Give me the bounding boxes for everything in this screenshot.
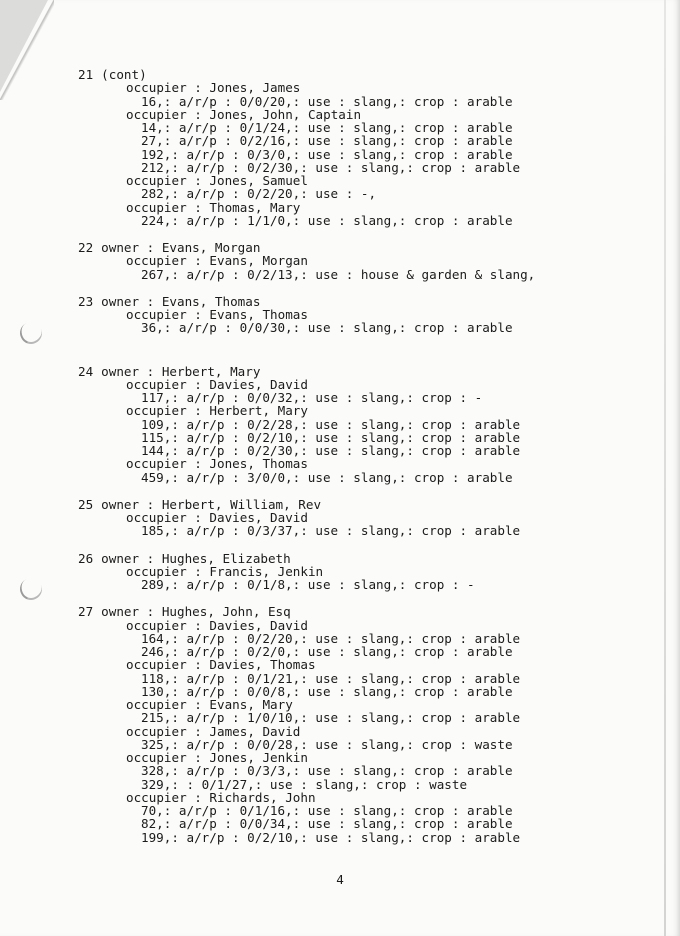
- occupier-line: occupier : Jones, Samuel: [126, 173, 308, 188]
- parcel-line: 130,: a/r/p : 0/0/8,: use : slang,: crop : arable: [141, 683, 513, 699]
- parcel-line: 329,: : 0/1/27,: use : slang,: crop : waste: [141, 776, 468, 792]
- entry-block: [0, 68, 680, 227]
- occupier-line: occupier : Davies, David: [126, 510, 308, 525]
- parcel-line: 82,: a/r/p : 0/0/34,: use : slang,: crop : arable: [141, 816, 513, 832]
- entry-block: [0, 295, 680, 335]
- parcel-line: 192,: a/r/p : 0/3/0,: use : slang,: crop : arable: [141, 146, 513, 162]
- parcel-line: 246,: a/r/p : 0/2/0,: use : slang,: crop : arable: [141, 644, 513, 659]
- occupier-line: occupier : Jones, Thomas: [126, 456, 308, 472]
- page-number: 4: [336, 872, 344, 887]
- parcel-line: 325,: a/r/p : 0/0/28,: use : slang,: crop : waste: [141, 736, 513, 752]
- parcel-line: 144,: a/r/p : 0/2/30,: use : slang,: crop : arable: [141, 443, 521, 458]
- occupier-line: occupier : Jones, Jenkin: [126, 750, 308, 765]
- parcel-line: 27,: a/r/p : 0/2/16,: use : slang,: crop : arable: [141, 133, 513, 149]
- entry-number: 22: [78, 240, 94, 255]
- occupier-line: occupier : Evans, Mary: [126, 697, 293, 712]
- entry-block: [0, 365, 680, 484]
- occupier-line: occupier : Jones, John, Captain: [126, 106, 362, 122]
- parcel-line: 14,: a/r/p : 0/1/24,: use : slang,: crop : arable: [141, 120, 513, 135]
- occupier-line: occupier : Herbert, Mary: [126, 403, 308, 419]
- occupier-line: occupier : Jones, James: [126, 80, 301, 96]
- occupier-line: occupier : James, David: [126, 723, 301, 739]
- entry-number: 25: [78, 496, 94, 512]
- entry-header: [0, 241, 680, 254]
- entry-header: [0, 295, 680, 308]
- entry-header: [0, 68, 680, 81]
- parcel-line: 118,: a/r/p : 0/1/21,: use : slang,: crop : arable: [141, 670, 521, 686]
- parcel-line: 185,: a/r/p : 0/3/37,: use : slang,: crop : arable: [141, 523, 521, 539]
- parcel-line: 289,: a/r/p : 0/1/8,: use : slang,: crop : -: [141, 577, 475, 592]
- occupier-line: occupier : Francis, Jenkin: [126, 563, 324, 579]
- entry-owner: owner : Herbert, Mary: [101, 363, 261, 379]
- parcel-line: 70,: a/r/p : 0/1/16,: use : slang,: crop : arable: [141, 803, 513, 818]
- occupier-line: occupier : Evans, Morgan: [126, 253, 308, 269]
- occupier-line: occupier : Thomas, Mary: [126, 199, 301, 215]
- entry-owner: (cont): [101, 67, 147, 82]
- entry-owner: owner : Hughes, John, Esq: [101, 604, 291, 620]
- entry-block: [0, 552, 680, 592]
- entry-owner: owner : Evans, Morgan: [101, 240, 261, 255]
- entry-number: 23: [78, 293, 94, 309]
- parcel-line: 282,: a/r/p : 0/2/20,: use : -,: [141, 186, 377, 202]
- occupier-line: occupier : Davies, Thomas: [126, 657, 316, 673]
- parcel-line: 459,: a/r/p : 3/0/0,: use : slang,: crop : arable: [141, 469, 513, 485]
- entry-owner: owner : Herbert, William, Rev: [101, 496, 322, 512]
- parcel-line: 328,: a/r/p : 0/3/3,: use : slang,: crop : arable: [141, 763, 513, 779]
- occupier-line: occupier : Davies, David: [126, 376, 308, 392]
- entry-owner: owner : Evans, Thomas: [101, 293, 261, 309]
- entry-number: 26: [78, 550, 94, 566]
- parcel-line: 199,: a/r/p : 0/2/10,: use : slang,: crop : arable: [141, 829, 521, 845]
- entry-header: [0, 365, 680, 378]
- entry-block: [0, 241, 680, 281]
- parcel-line: 215,: a/r/p : 1/0/10,: use : slang,: crop : arable: [141, 710, 521, 726]
- entry-block: [0, 498, 680, 538]
- entry-number: 24: [78, 363, 94, 379]
- parcel-line: 117,: a/r/p : 0/0/32,: use : slang,: crop : -: [141, 390, 483, 405]
- parcel-line: 164,: a/r/p : 0/2/20,: use : slang,: crop : arable: [141, 630, 521, 646]
- parcel-line: 224,: a/r/p : 1/1/0,: use : slang,: crop : arable: [141, 212, 513, 228]
- parcel-line: 267,: a/r/p : 0/2/13,: use : house & garden & slang,: [141, 266, 536, 282]
- entry-header: [0, 552, 680, 565]
- entry-header: [0, 498, 680, 511]
- occupier-line: occupier : Richards, John: [126, 789, 316, 805]
- entry-header: [0, 605, 680, 618]
- parcel-line: 212,: a/r/p : 0/2/30,: use : slang,: crop : arable: [141, 159, 521, 175]
- parcel-line: 109,: a/r/p : 0/2/28,: use : slang,: crop : arable: [141, 416, 521, 432]
- occupier-line: occupier : Evans, Thomas: [126, 307, 308, 322]
- parcel-line: 115,: a/r/p : 0/2/10,: use : slang,: crop : arable: [141, 429, 521, 445]
- occupier-line: occupier : Davies, David: [126, 617, 308, 633]
- parcel-line: 36,: a/r/p : 0/0/30,: use : slang,: crop : arable: [141, 320, 513, 336]
- entry-block: [0, 605, 680, 844]
- parcel-line: 16,: a/r/p : 0/0/20,: use : slang,: crop : arable: [141, 93, 513, 109]
- entry-number: 27: [78, 604, 94, 620]
- document-body: [0, 68, 680, 858]
- entry-owner: owner : Hughes, Elizabeth: [101, 550, 291, 566]
- entry-number: 21: [78, 67, 94, 82]
